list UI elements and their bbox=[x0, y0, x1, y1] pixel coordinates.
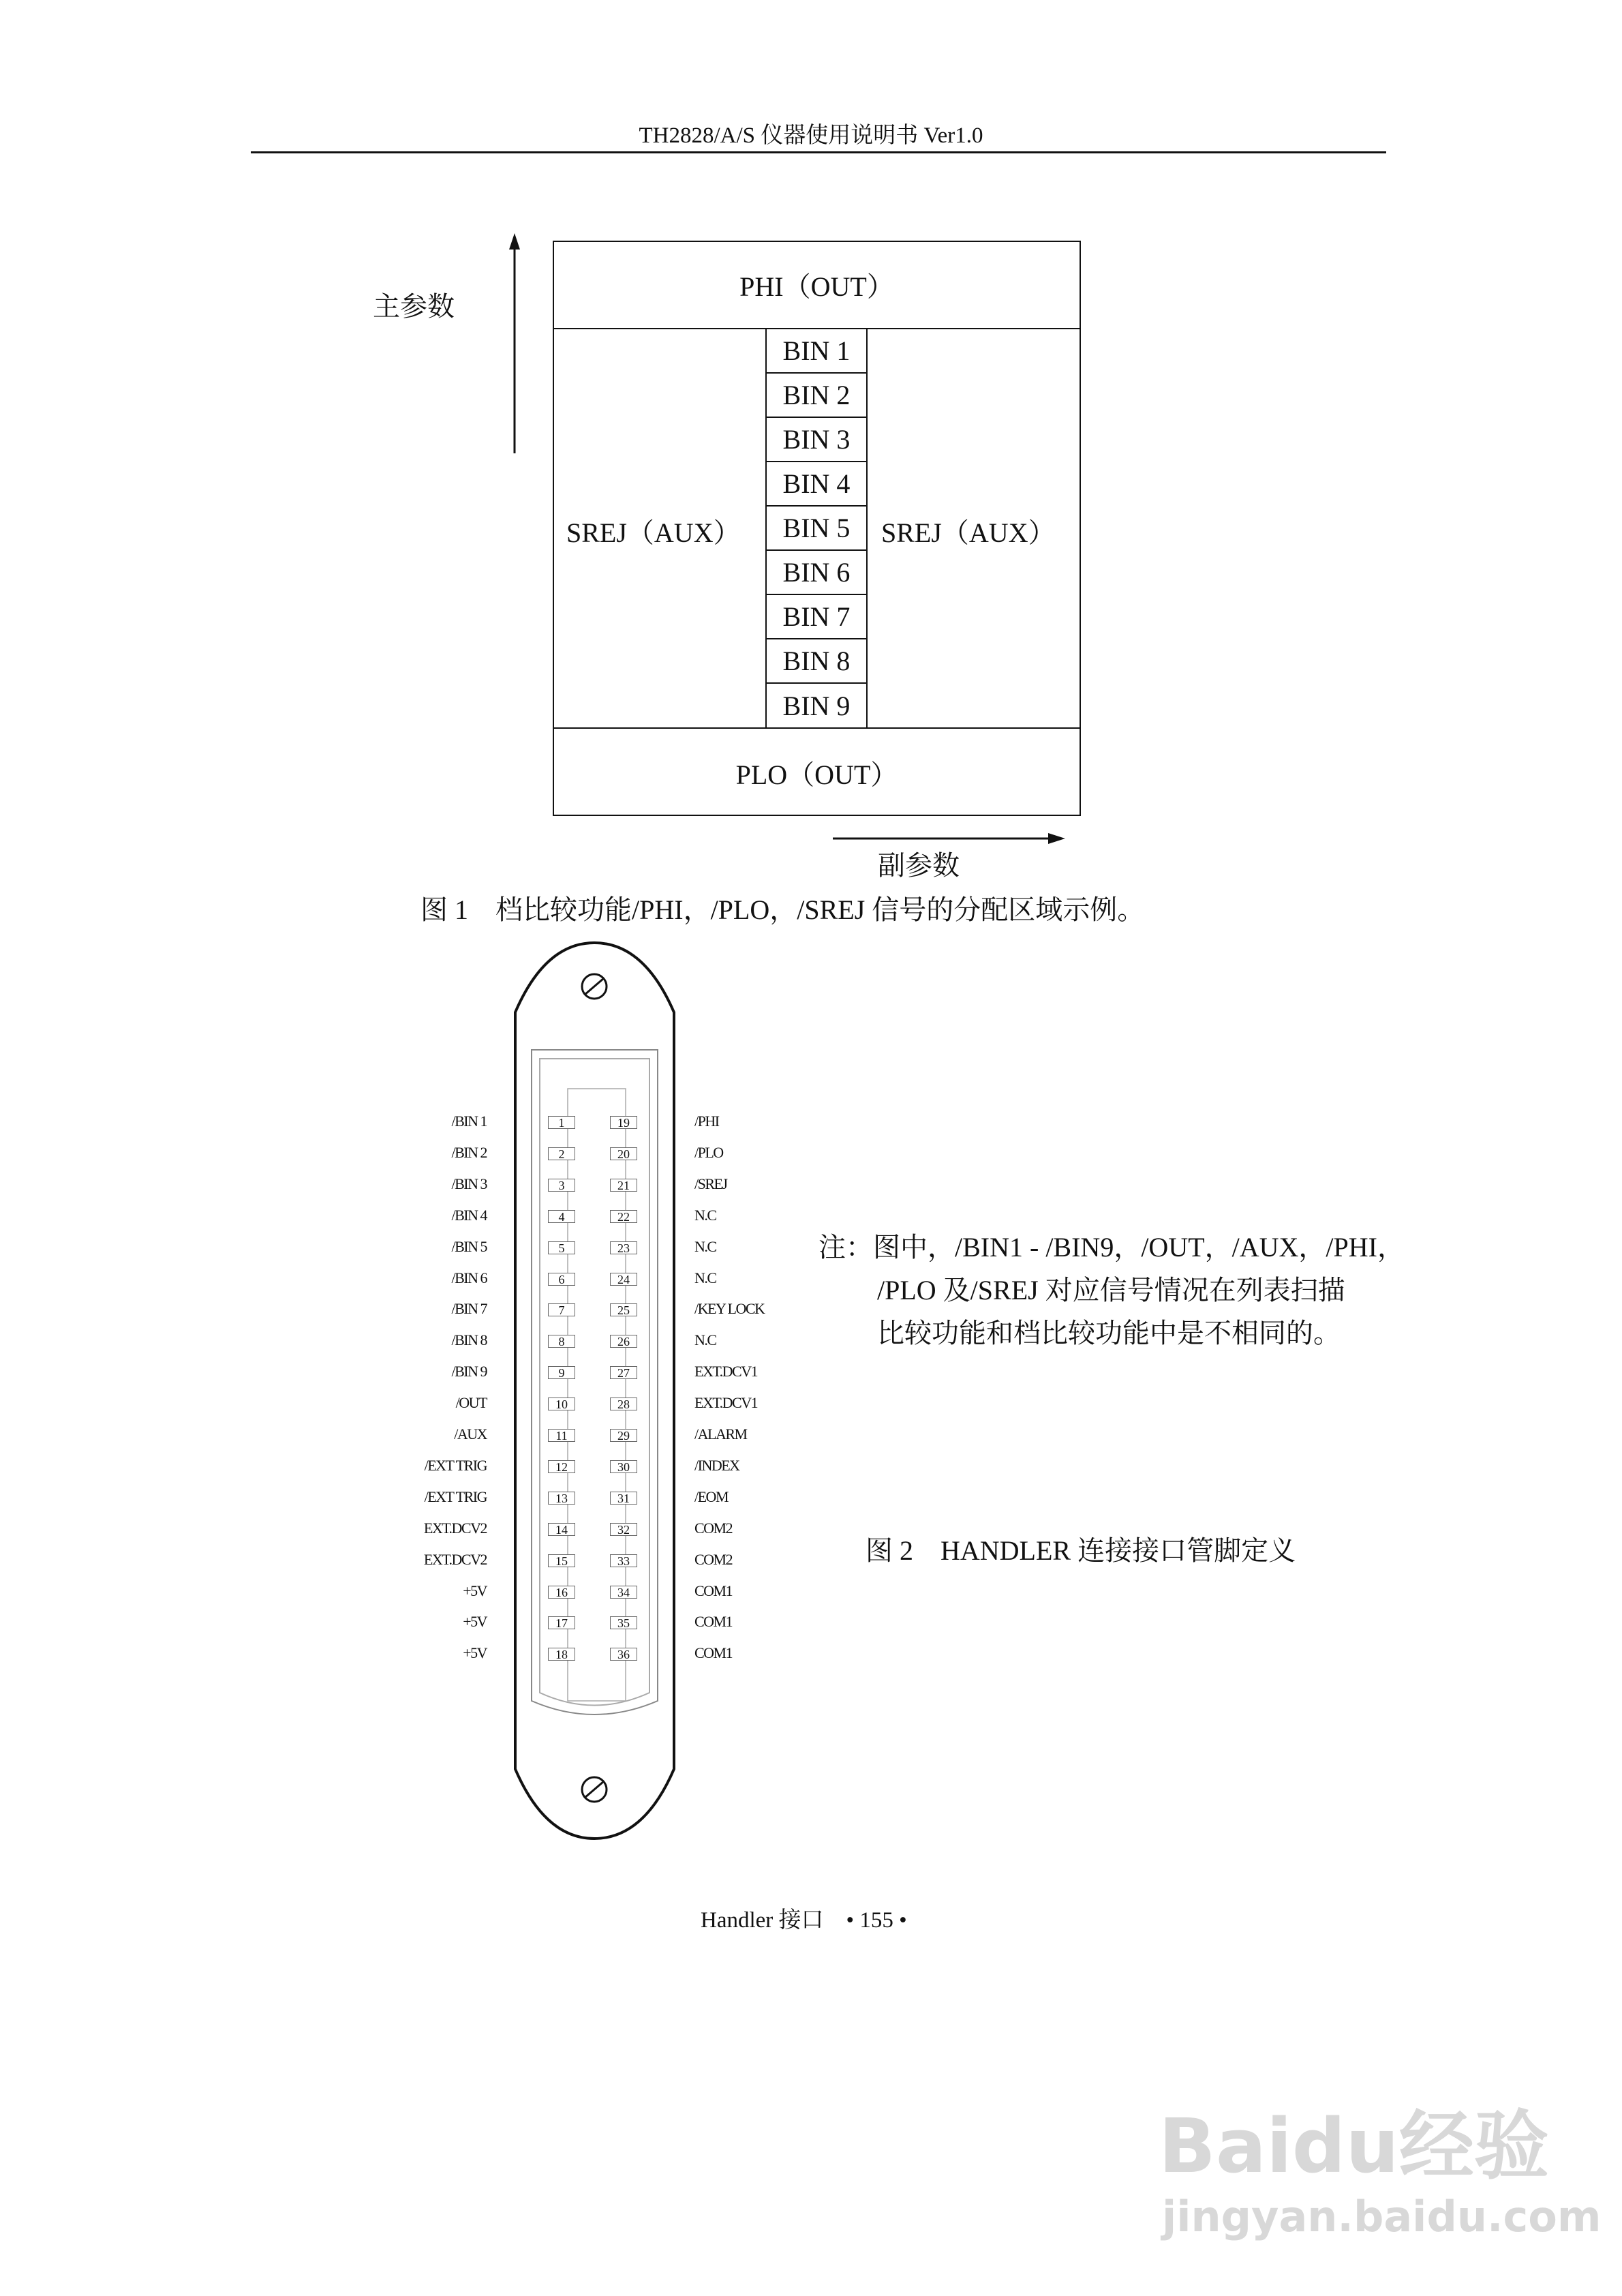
pin-label: EXT.DCV2 bbox=[423, 1550, 487, 1568]
pin-number: 25 bbox=[610, 1303, 637, 1316]
header-rule bbox=[251, 151, 1386, 153]
screw-icon bbox=[582, 1777, 607, 1802]
pin-number: 23 bbox=[610, 1241, 637, 1254]
bin-column bbox=[765, 329, 868, 727]
pin-number: 35 bbox=[610, 1616, 637, 1629]
note-line: 比较功能和档比较功能中是不相同的。 bbox=[877, 1318, 1341, 1348]
pin-label: COM2 bbox=[694, 1550, 733, 1568]
srej-right-zone: SREJ（AUX） bbox=[881, 517, 1056, 548]
pin-number: 16 bbox=[548, 1586, 575, 1599]
phi-zone: PHI（OUT） bbox=[553, 241, 1081, 329]
pin-label: /EXT TRIG bbox=[424, 1456, 487, 1474]
pin-number: 12 bbox=[548, 1460, 575, 1473]
pin-label: /BIN 9 bbox=[451, 1363, 487, 1380]
bin-cell: BIN 1 bbox=[767, 329, 866, 374]
pin-number: 29 bbox=[610, 1429, 637, 1442]
pin-label: /PLO bbox=[694, 1143, 723, 1161]
pin-number: 18 bbox=[548, 1648, 575, 1661]
watermark-logo: Baidu经验 bbox=[1159, 2102, 1549, 2190]
pin-number: 24 bbox=[610, 1273, 637, 1286]
pin-number: 34 bbox=[610, 1586, 637, 1599]
pin-number: 6 bbox=[548, 1273, 575, 1286]
pin-number: 31 bbox=[610, 1492, 637, 1505]
pin-label: +5V bbox=[463, 1582, 487, 1599]
bin-cell: BIN 6 bbox=[767, 551, 866, 595]
pin-number: 27 bbox=[610, 1366, 637, 1379]
pin-number: 19 bbox=[610, 1116, 637, 1129]
pin-label: N.C bbox=[694, 1269, 716, 1286]
pin-number: 10 bbox=[548, 1398, 575, 1410]
pin-label: COM1 bbox=[694, 1582, 733, 1599]
pin-number: 28 bbox=[610, 1398, 637, 1410]
pin-label: /BIN 8 bbox=[451, 1331, 487, 1349]
pin-number: 7 bbox=[548, 1303, 575, 1316]
pin-number: 1 bbox=[548, 1116, 575, 1129]
figure1-caption: 图 1 档比较功能/PHI，/PLO，/SREJ 信号的分配区域示例。 bbox=[420, 894, 1145, 925]
pin-label: /BIN 5 bbox=[451, 1237, 487, 1255]
pin-number: 22 bbox=[610, 1210, 637, 1223]
watermark-url: jingyan.baidu.com bbox=[1162, 2192, 1602, 2241]
pin-label: /AUX bbox=[454, 1425, 487, 1442]
pin-number: 3 bbox=[548, 1179, 575, 1192]
pin-label: N.C bbox=[694, 1206, 716, 1224]
pin-number: 32 bbox=[610, 1523, 637, 1536]
pin-label: /OUT bbox=[455, 1394, 487, 1412]
pin-label: +5V bbox=[463, 1613, 487, 1631]
pin-label: EXT.DCV1 bbox=[694, 1363, 758, 1380]
bin-cell: BIN 8 bbox=[767, 639, 866, 684]
pin-label: COM1 bbox=[694, 1644, 733, 1662]
up-arrow-icon bbox=[501, 232, 528, 457]
connector-outline bbox=[504, 937, 685, 1844]
pin-label: /BIN 7 bbox=[451, 1300, 487, 1318]
pin-number: 2 bbox=[548, 1147, 575, 1160]
pin-number: 26 bbox=[610, 1335, 637, 1348]
page-header: TH2828/A/S 仪器使用说明书 Ver1.0 bbox=[639, 123, 983, 148]
pin-label: N.C bbox=[694, 1237, 716, 1255]
pin-number: 20 bbox=[610, 1147, 637, 1160]
pin-number: 33 bbox=[610, 1554, 637, 1567]
pin-label: /BIN 6 bbox=[451, 1269, 487, 1286]
screw-icon bbox=[582, 974, 607, 999]
sub-param-label: 副参数 bbox=[878, 850, 960, 881]
pin-label: N.C bbox=[694, 1331, 716, 1349]
pin-number: 9 bbox=[548, 1366, 575, 1379]
pin-label: COM2 bbox=[694, 1519, 733, 1537]
pin-label: /BIN 3 bbox=[451, 1175, 487, 1192]
pin-label: /ALARM bbox=[694, 1425, 747, 1442]
plo-zone: PLO（OUT） bbox=[553, 727, 1081, 816]
pin-label: /KEY LOCK bbox=[694, 1300, 765, 1318]
pin-label: /BIN 2 bbox=[451, 1143, 487, 1161]
pin-number: 13 bbox=[548, 1492, 575, 1505]
pin-number: 21 bbox=[610, 1179, 637, 1192]
main-param-label: 主参数 bbox=[373, 291, 455, 322]
bin-cell: BIN 7 bbox=[767, 595, 866, 639]
bin-cell: BIN 5 bbox=[767, 507, 866, 551]
pin-number: 15 bbox=[548, 1554, 575, 1567]
pin-number: 30 bbox=[610, 1460, 637, 1473]
pin-label: EXT.DCV2 bbox=[423, 1519, 487, 1537]
bin-cell: BIN 2 bbox=[767, 374, 866, 418]
page-footer: Handler 接口 • 155 • bbox=[701, 1908, 907, 1933]
bin-cell: BIN 3 bbox=[767, 418, 866, 462]
pin-label: /BIN 1 bbox=[451, 1113, 487, 1130]
figure2-caption: 图 2 HANDLER 连接接口管脚定义 bbox=[866, 1535, 1296, 1566]
note-line: /PLO 及/SREJ 对应信号情况在列表扫描 bbox=[877, 1275, 1345, 1305]
pin-number: 8 bbox=[548, 1335, 575, 1348]
pin-label: /BIN 4 bbox=[451, 1206, 487, 1224]
pin-label: /PHI bbox=[694, 1113, 719, 1130]
pin-label: /EXT TRIG bbox=[424, 1487, 487, 1505]
bin-cell: BIN 4 bbox=[767, 462, 866, 507]
pin-number: 5 bbox=[548, 1241, 575, 1254]
pin-number: 36 bbox=[610, 1648, 637, 1661]
pin-number: 11 bbox=[548, 1429, 575, 1442]
pin-number: 17 bbox=[548, 1616, 575, 1629]
pin-number: 14 bbox=[548, 1523, 575, 1536]
bin-cell: BIN 9 bbox=[782, 691, 851, 721]
pin-label: /SREJ bbox=[694, 1175, 727, 1192]
pin-label: +5V bbox=[463, 1644, 487, 1662]
note-line: 注：图中，/BIN1 - /BIN9，/OUT，/AUX，/PHI， bbox=[818, 1232, 1405, 1263]
pin-number: 4 bbox=[548, 1210, 575, 1223]
pin-label: /EOM bbox=[694, 1487, 728, 1505]
pin-label: EXT.DCV1 bbox=[694, 1394, 758, 1412]
pin-label: /INDEX bbox=[694, 1456, 739, 1474]
pin-label: COM1 bbox=[694, 1613, 733, 1631]
srej-left-zone: SREJ（AUX） bbox=[566, 517, 741, 548]
